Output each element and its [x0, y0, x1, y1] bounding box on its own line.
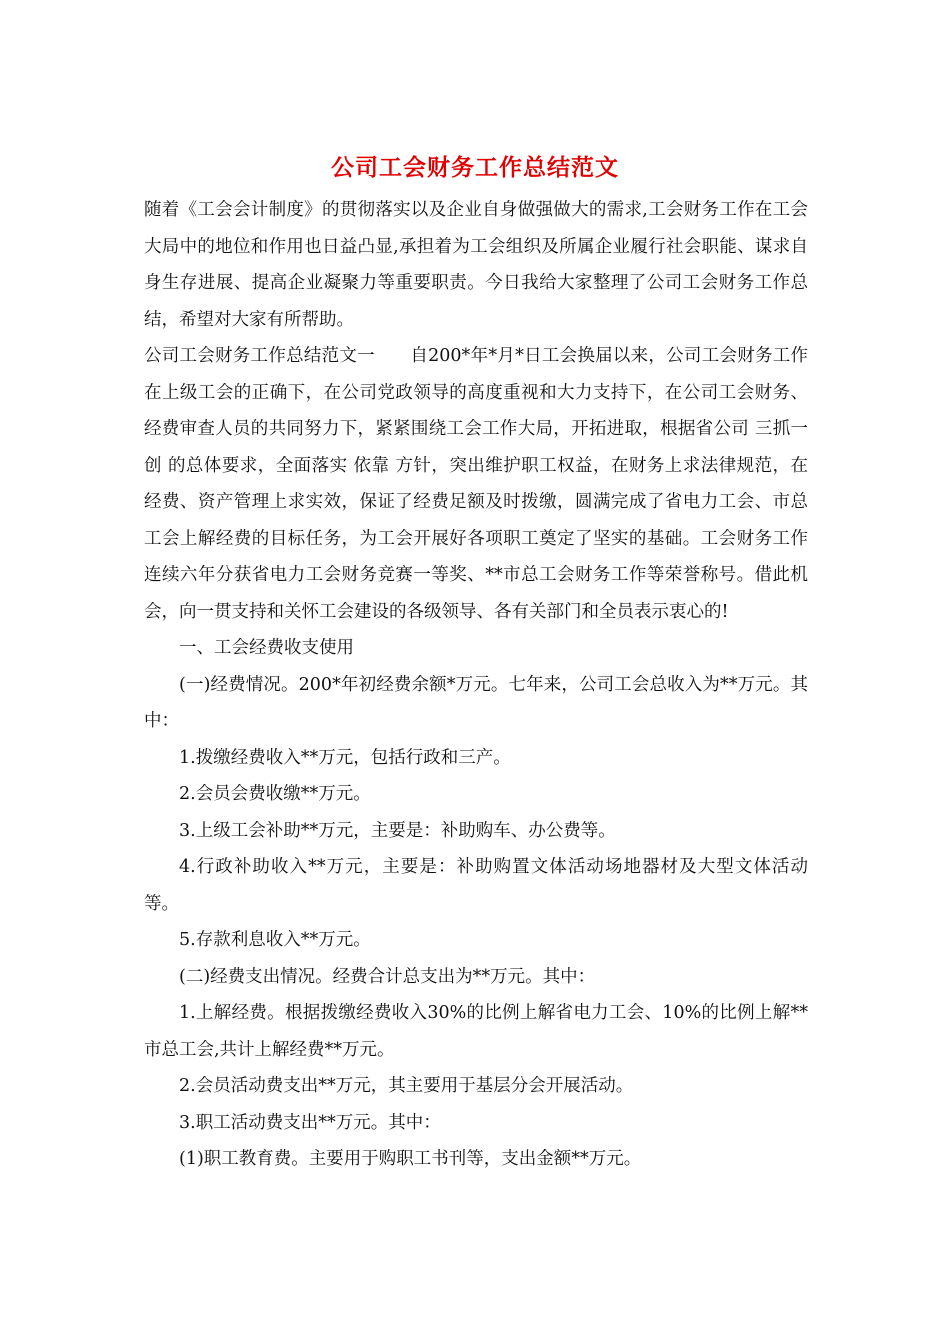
expense-overview-paragraph: (二)经费支出情况。经费合计总支出为**万元。其中： — [179, 966, 596, 987]
document-body — [144, 192, 808, 1178]
expense-item-3: 3.职工活动费支出**万元。其中： — [179, 1112, 441, 1133]
section-heading-1: 一、工会经费收支使用 — [179, 638, 354, 658]
expense-item-2: 2.会员活动费支出**万元，其主要用于基层分会开展活动。 — [179, 1076, 634, 1096]
income-item-3: 3.上级工会补助**万元，主要是：补助购车、办公费等。 — [179, 820, 616, 841]
income-item-1: 1.拨缴经费收入**万元，包括行政和三产。 — [179, 747, 511, 768]
expense-subitem-1: (1)职工教育费。主要用于购职工书刊等，支出金额**万元。 — [179, 1149, 642, 1169]
income-item-2: 2.会员会费收缴**万元。 — [179, 784, 371, 804]
income-item-4: 4.行政补助收入**万元，主要是：补助购置文体活动场地器材及大型文体活动等。 — [144, 857, 808, 914]
sample-one-paragraph: 公司工会财务工作总结范文一 自200*年*月*日工会换届以来，公司工会财务工作在上级工会的正确下，在公司党政领导的高度重视和大力支持下，在公司工会财务、经费审查人员的共同努力下，紧紧围绕工会工作大局，开拓进取，根据省公司 三抓一创 的总体要求，全面落实 依靠 方针，突出维护职工权益，在财务上求法律规范，在经费、资产管理上求实效，保证了经费足额及时拨缴，圆满完成了省电力工会、市总工会上解经费的目标任务，为工会开展好各项职工奠定了坚实的基础。工会财务工作连续六年分获省电力工会财务竞赛一等奖、**市总工会财务工作等荣誉称号。借此机会，向一贯支持和关怀工会建设的各级领导、各有关部门和全员表示衷心的! — [144, 346, 808, 622]
intro-paragraph: 随着《工会会计制度》的贯彻落实以及企业自身做强做大的需求,工会财务工作在工会大局中的地位和作用也日益凸显,承担着为工会组织及所属企业履行社会职能、谋求自身生存进展、提高企业凝聚力等重要职责。今日我给大家整理了公司工会财务工作总结，希望对大家有所帮助。 — [144, 200, 808, 330]
income-item-5: 5.存款利息收入**万元。 — [179, 930, 371, 950]
document-title: 公司工会财务工作总结范文 — [331, 154, 619, 181]
expense-item-1: 1.上解经费。根据拨缴经费收入30%的比例上解省电力工会、10%的比例上解**市总工会,共计上解经费**万元。 — [144, 1003, 808, 1060]
income-overview-paragraph: (一)经费情况。200*年初经费余额*万元。七年来，公司工会总收入为**万元。其中： — [144, 674, 808, 731]
